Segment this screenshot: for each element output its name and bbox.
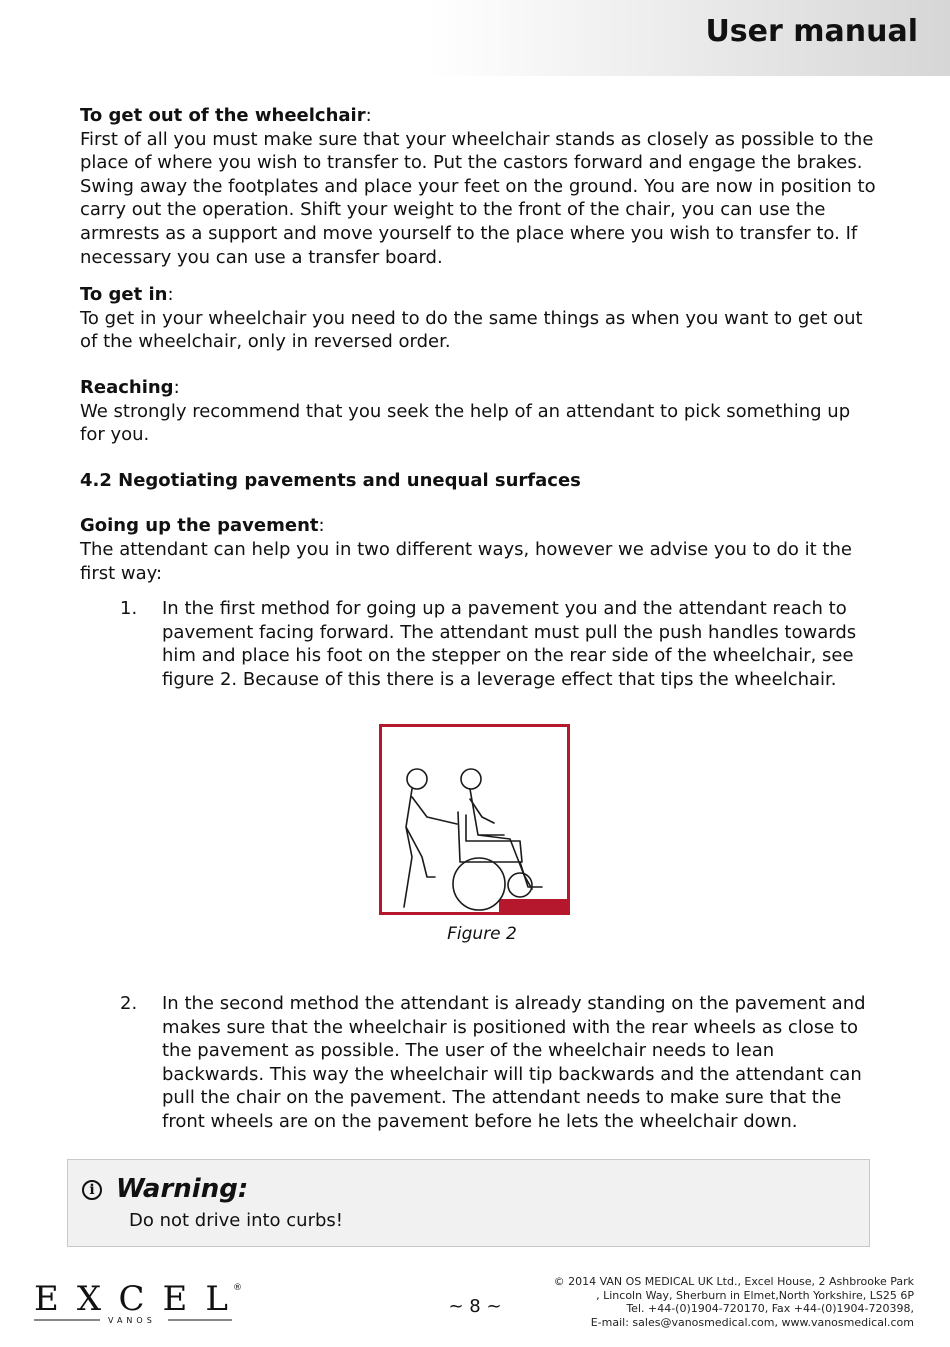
heading-colon: :: [365, 105, 372, 126]
steps-list-continued: [80, 992, 880, 1134]
logo-word: EXCEL: [34, 1279, 230, 1319]
heading-colon: :: [167, 284, 174, 306]
footer-address: [554, 1275, 914, 1329]
section-heading-get-out: [80, 104, 880, 128]
wheelchair-illustration: [382, 727, 567, 912]
page-header: [0, 0, 950, 76]
footrest: [520, 862, 542, 887]
attendant-arm: [412, 797, 457, 824]
list-text: In the first method for going up a pavement you and the attendant reach to pavement facing forward. The attendant must pull the push handles towards him and place his foot on the stepper on the rear side of the wheelchair, see figure 2. Because of this there is a leverage effect that tips the wheelchair.: [162, 598, 857, 690]
warning-title: Warning:: [116, 1174, 249, 1204]
header-title: User manual: [705, 14, 918, 49]
info-icon: i: [82, 1180, 102, 1200]
pavement-step: [499, 899, 567, 912]
heading-text: Reaching: [80, 376, 174, 398]
list-number: 2.: [120, 993, 138, 1014]
heading-text: To get out of the wheelchair: [80, 105, 366, 126]
front-wheel: [508, 873, 532, 897]
heading-text: To get in: [80, 284, 168, 306]
heading-colon: :: [173, 376, 180, 398]
section-heading-going-up: [80, 514, 880, 538]
main-content: [80, 104, 880, 691]
logo-registered-mark: ®: [233, 1283, 242, 1293]
heading-text: Going up the pavement: [80, 515, 319, 537]
warning-text: Do not drive into curbs!: [129, 1210, 343, 1231]
page-number: ~ 8 ~: [448, 1296, 502, 1317]
warning-box: [67, 1159, 870, 1247]
user-head: [461, 769, 481, 789]
section-heading-get-in: [80, 283, 880, 307]
figure-caption: Figure 2: [447, 924, 517, 944]
list-number: 1.: [120, 598, 138, 620]
logo-subtext: VANOS: [108, 1316, 156, 1325]
section-body-get-in: To get in your wheelchair you need to do the same things as when you want to get out of the wheelchair, only in reversed order.: [80, 307, 863, 353]
rear-wheel: [453, 858, 505, 910]
address-line: Tel. +44-(0)1904-720170, Fax +44-(0)1904-720398,: [626, 1302, 914, 1315]
address-line: © 2014 VAN OS MEDICAL UK Ltd., Excel House, 2 Ashbrooke Park: [553, 1275, 914, 1288]
list-text: In the second method the attendant is already standing on the pavement and makes sure that the wheelchair is positioned with the rear wheels as close to the pavement as possible. The user of the wheelchair needs to lean backwards. This way the wheelchair will tip backwards and the attendant can pull the chair on the pavement. The attendant needs to make sure that the front wheels are on the pavement before he lets the wheelchair down.: [162, 993, 866, 1132]
section-body-get-out: First of all you must make sure that your wheelchair stands as closely as possible to the place of where you wish to transfer to. Put the castors forward and engage the brakes. Swing away the footplates and place your feet on the ground. You are now in position to carry out the operation. Shift your weight to the front of the chair, you can use the armrests as a support and move yourself to the place where you wish to transfer to. If necessary you can use a transfer board.: [80, 128, 876, 268]
section-body-going-up: The attendant can help you in two different ways, however we advise you to do it the first way:: [80, 538, 852, 584]
section-body-reaching: We strongly recommend that you seek the help of an attendant to pick something up for you.: [80, 400, 851, 446]
address-line: , Lincoln Way, Sherburn in Elmet,North Yorkshire, LS25 6P: [596, 1288, 914, 1302]
section-title-pavements: 4.2 Negotiating pavements and unequal surfaces: [80, 469, 581, 491]
steps-list: [80, 597, 880, 691]
figure-2-image: [379, 724, 570, 915]
attendant-head: [407, 769, 427, 789]
section-heading-reaching: [80, 376, 880, 400]
heading-colon: :: [318, 515, 325, 537]
list-item: [80, 992, 867, 1134]
address-line: E-mail: sales@vanosmedical.com, www.vanosmedical.com: [590, 1315, 914, 1329]
list-item: [80, 597, 867, 691]
